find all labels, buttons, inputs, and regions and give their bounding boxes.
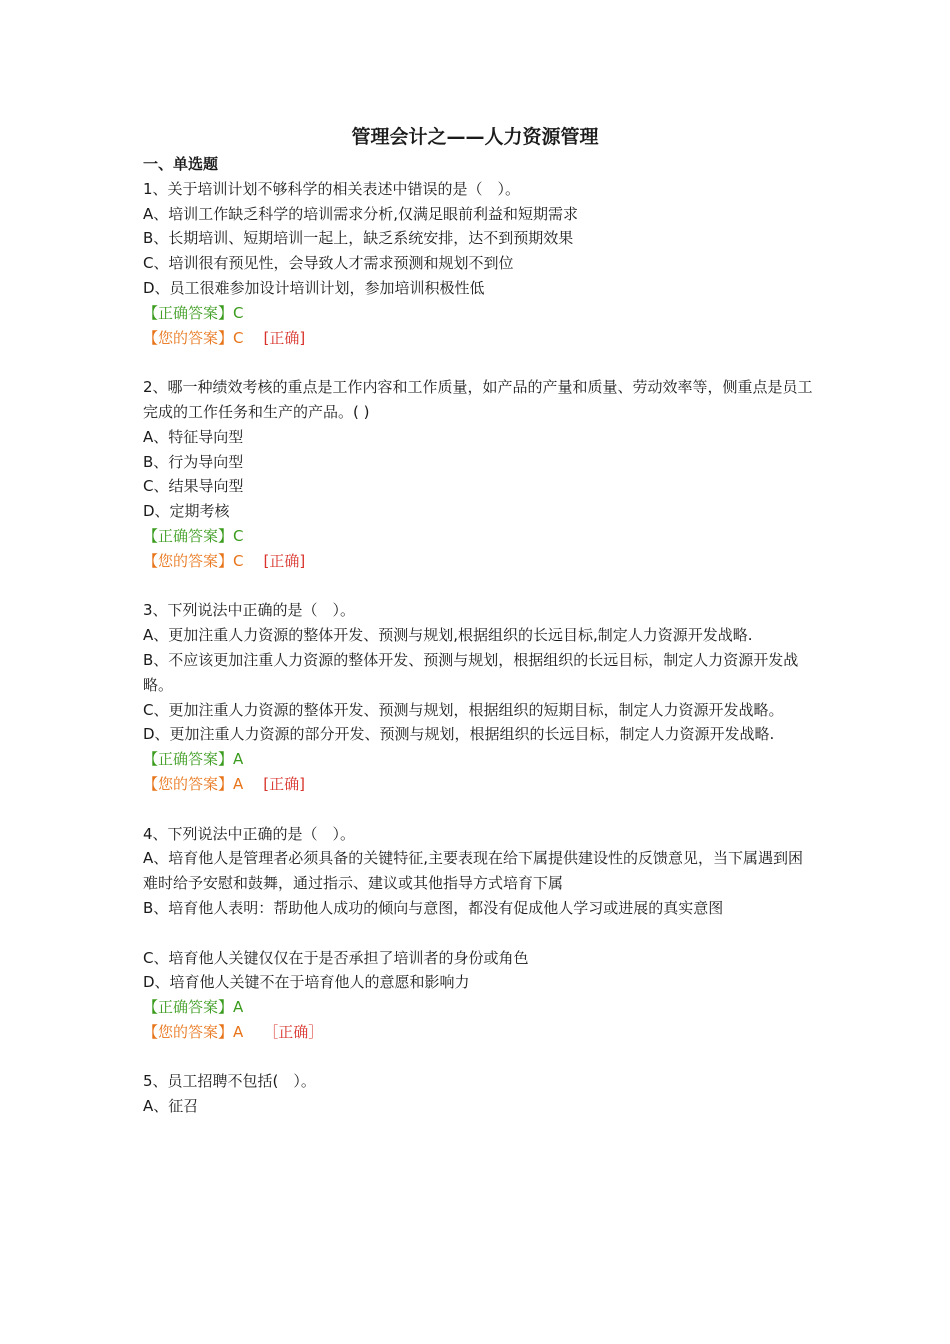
document-title: 管理会计之——人力资源管理 bbox=[351, 126, 599, 148]
question-stem: 3、下列说法中正确的是（ ）。 bbox=[143, 601, 356, 620]
spacer bbox=[143, 574, 813, 599]
spacer bbox=[143, 921, 813, 946]
option-c: C、培育他人关键仅仅在于是否承担了培训者的身份或角色 bbox=[143, 948, 529, 967]
document-body bbox=[143, 152, 813, 1119]
verdict-badge: ［正确］ bbox=[263, 1022, 324, 1041]
question-4 bbox=[143, 822, 813, 1070]
spacer bbox=[143, 350, 813, 375]
question-3 bbox=[143, 598, 813, 821]
option-a: A、征召 bbox=[143, 1097, 199, 1116]
option-d: D、定期考核 bbox=[143, 502, 230, 521]
option-b: B、行为导向型 bbox=[143, 452, 244, 471]
option-a: A、培训工作缺乏科学的培训需求分析,仅满足眼前利益和短期需求 bbox=[143, 204, 579, 223]
section-heading: 一、单选题 bbox=[143, 155, 219, 173]
your-answer-row bbox=[143, 549, 813, 574]
option-d: D、更加注重人力资源的部分开发、预测与规划，根据组织的长远目标，制定人力资源开发战略. bbox=[143, 725, 775, 744]
your-answer-row bbox=[143, 1020, 813, 1045]
question-stem: 2、哪一种绩效考核的重点是工作内容和工作质量，如产品的产量和质量、劳动效率等，侧重点是员工完成的工作任务和生产的产品。( ) bbox=[143, 378, 813, 421]
option-c: C、培训很有预见性，会导致人才需求预测和规划不到位 bbox=[143, 254, 514, 273]
option-a: A、培育他人是管理者必须具备的关键特征,主要表现在给下属提供建设性的反馈意见，当下属遇到困难时给予安慰和鼓舞，通过指示、建议或其他指导方式培育下属 bbox=[143, 849, 804, 893]
your-answer: 【您的答案】A bbox=[143, 1022, 244, 1041]
question-stem: 1、关于培训计划不够科学的相关表述中错误的是（ ）。 bbox=[143, 179, 521, 198]
question-stem: 4、下列说法中正确的是（ ）。 bbox=[143, 824, 356, 843]
correct-answer: 【正确答案】A bbox=[143, 998, 244, 1017]
spacer bbox=[143, 797, 813, 822]
verdict-badge: [正确] bbox=[263, 774, 305, 793]
verdict-badge: [正确] bbox=[263, 328, 306, 347]
option-c: C、更加注重人力资源的整体开发、预测与规划，根据组织的短期目标，制定人力资源开发战略。 bbox=[143, 700, 784, 719]
question-1 bbox=[143, 177, 813, 375]
option-a: A、特征导向型 bbox=[143, 427, 244, 446]
your-answer-row bbox=[143, 326, 813, 351]
correct-answer: 【正确答案】C bbox=[143, 526, 244, 545]
option-b: B、不应该更加注重人力资源的整体开发、预测与规划，根据组织的长远目标，制定人力资源开发战略。 bbox=[143, 650, 799, 694]
your-answer: 【您的答案】A bbox=[143, 774, 244, 793]
question-2 bbox=[143, 375, 813, 598]
question-stem: 5、员工招聘不包括( ）。 bbox=[143, 1072, 316, 1091]
verdict-badge: [正确] bbox=[263, 551, 306, 570]
your-answer-row bbox=[143, 772, 813, 797]
option-c: C、结果导向型 bbox=[143, 477, 244, 496]
correct-answer: 【正确答案】A bbox=[143, 750, 244, 769]
option-d: D、员工很难参加设计培训计划，参加培训积极性低 bbox=[143, 278, 485, 297]
correct-answer: 【正确答案】C bbox=[143, 303, 244, 322]
option-d: D、培育他人关键不在于培育他人的意愿和影响力 bbox=[143, 973, 470, 992]
option-b: B、培育他人表明：帮助他人成功的倾向与意图，都没有促成他人学习或进展的真实意图 bbox=[143, 898, 724, 917]
spacer bbox=[143, 1045, 813, 1070]
option-b: B、长期培训、短期培训一起上，缺乏系统安排，达不到预期效果 bbox=[143, 229, 574, 248]
your-answer: 【您的答案】C bbox=[143, 551, 244, 570]
your-answer: 【您的答案】C bbox=[143, 328, 244, 347]
option-a: A、更加注重人力资源的整体开发、预测与规划,根据组织的长远目标,制定人力资源开发战略. bbox=[143, 626, 753, 645]
question-5 bbox=[143, 1069, 813, 1119]
